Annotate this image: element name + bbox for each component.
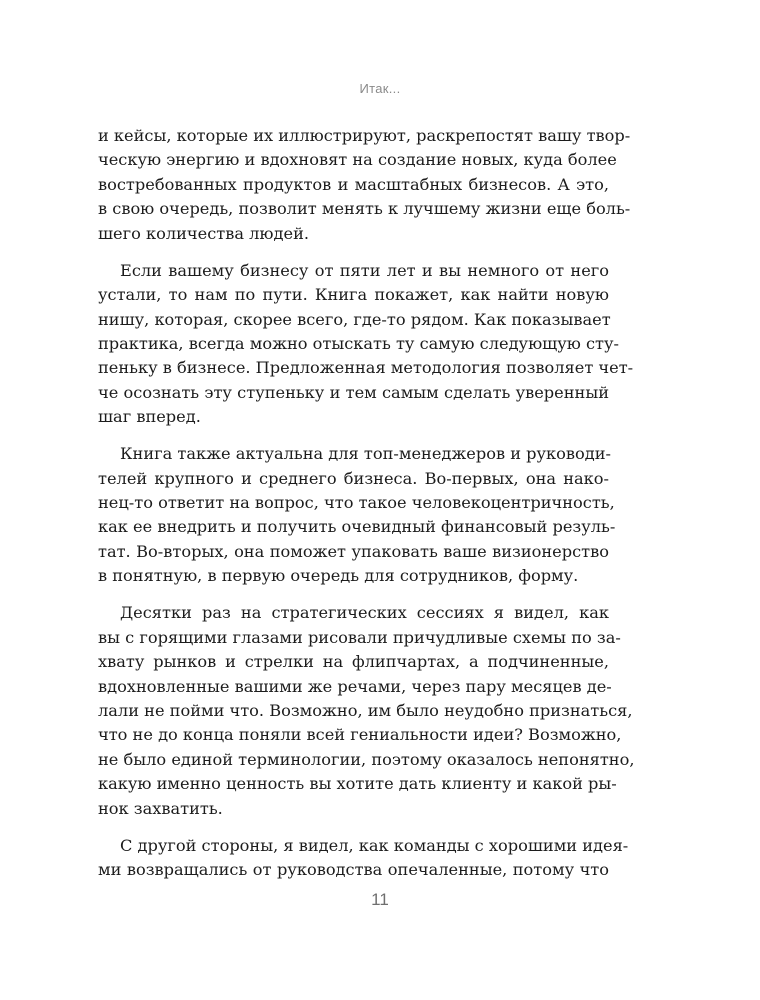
text-line: востребованных продуктов и масштабных бизнесов. А это, xyxy=(98,174,609,194)
text-line: хвату рынков и стрелки на флипчартах, а подчиненные, xyxy=(98,652,609,672)
text-line: тат. Во-вторых, она поможет упаковать ваше визионерство xyxy=(98,541,609,561)
text-line: и кейсы, которые их иллюстрируют, раскрепостят вашу твор- xyxy=(98,126,631,145)
text-line: С другой стороны, я видел, как команды с хорошими идея- xyxy=(120,835,629,855)
text-line: ми возвращались от руководства опечаленные, потому что xyxy=(98,860,609,880)
text-line: ческую энергию и вдохновят на создание новых, куда более xyxy=(98,150,617,170)
text-line: в понятную, в первую очередь для сотрудников, форму. xyxy=(98,566,579,586)
text-line: что не до конца поняли всей гениальности идеи? Возможно, xyxy=(98,725,622,745)
text-line: шего количества людей. xyxy=(98,223,310,243)
text-line: Книга также актуальна для топ-менеджеров и руководи- xyxy=(120,444,611,464)
paragraph xyxy=(98,601,635,821)
text-line: не было единой терминологии, поэтому оказалось непонятно, xyxy=(98,749,635,769)
text-line: устали, то нам по пути. Книга покажет, как найти новую xyxy=(98,285,609,305)
text-line: телей крупного и среднего бизнеса. Во-первых, она нако- xyxy=(98,468,609,488)
running-head: Итак... xyxy=(359,81,401,96)
text-line: какую именно ценность вы хотите дать клиенту и какой ры- xyxy=(98,774,617,794)
text-line: лали не пойми что. Возможно, им было неудобно признаться, xyxy=(98,700,633,720)
text-line: шаг вперед. xyxy=(98,407,201,427)
paragraph xyxy=(98,442,616,588)
text-line: вдохновленные вашими же речами, через пару месяцев де- xyxy=(98,676,612,696)
page-number: 11 xyxy=(371,890,389,909)
text-line: нец-то ответит на вопрос, что такое человекоцентричность, xyxy=(98,493,615,513)
text-line: Если вашему бизнесу от пяти лет и вы немного от него xyxy=(120,260,609,280)
paragraph xyxy=(98,259,634,430)
text-line: в свою очередь, позволит менять к лучшему жизни еще боль- xyxy=(98,199,631,219)
body-text xyxy=(98,124,635,895)
text-line: вы с горящими глазами рисовали причудливые схемы по за- xyxy=(98,627,621,647)
text-line: практика, всегда можно отыскать ту самую следующую сту- xyxy=(98,333,620,353)
paragraph xyxy=(98,124,631,246)
text-line: как ее внедрить и получить очевидный финансовый резуль- xyxy=(98,517,616,537)
paragraph xyxy=(98,834,629,883)
text-line: пеньку в бизнесе. Предложенная методология позволяет чет- xyxy=(98,358,634,378)
text-line: че осознать эту ступеньку и тем самым сделать уверенный xyxy=(98,382,609,402)
text-line: нишу, которая, скорее всего, где-то рядом. Как показывает xyxy=(98,309,611,329)
text-line: нок захватить. xyxy=(98,798,223,818)
text-line: Десятки раз на стратегических сессиях я видел, как xyxy=(120,603,609,623)
